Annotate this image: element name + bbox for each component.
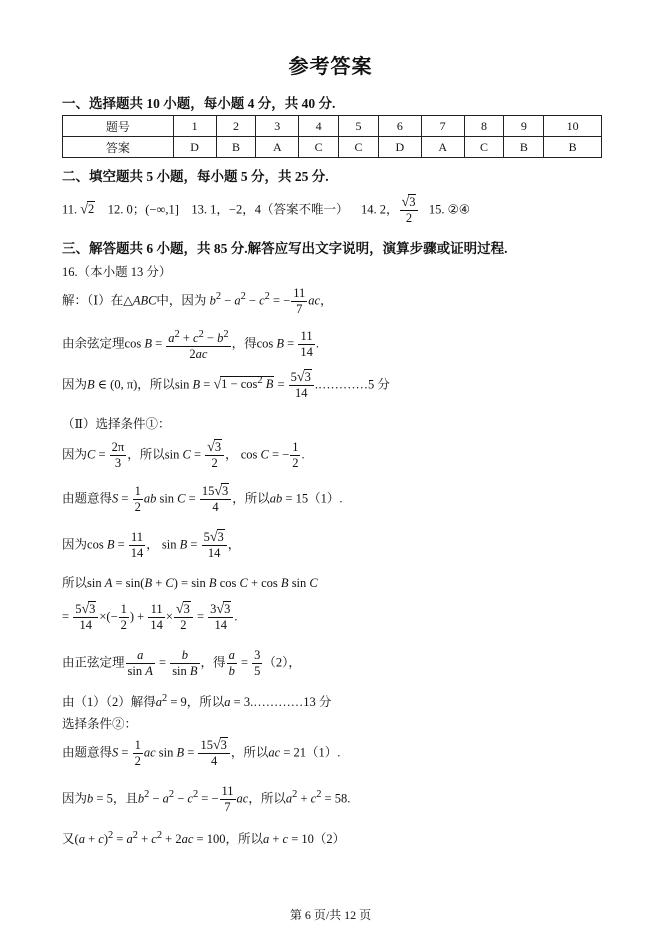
table-cell: B [504, 137, 544, 158]
table-cell: C [339, 137, 379, 158]
section3-heading: 三、解答题共 6 小题，共 85 分.解答应写出文字说明，演算步骤或证明过程. [62, 241, 508, 256]
section2-heading: 二、填空题共 5 小题，每小题 5 分，共 25 分. [62, 169, 329, 184]
table-cell: 2 [216, 116, 256, 137]
table-row [63, 116, 602, 137]
page-title: 参考答案 [288, 56, 373, 78]
table-cell: 4 [299, 116, 339, 137]
table-cell: 题号 [63, 116, 174, 137]
table-cell: 10 [544, 116, 602, 137]
solution-line: 因为b = 5，且$b^2 - a^2 - c^2$ = − $\frac{11}{7}$ ac，所以$a^2 + c^2 = 58$. [62, 784, 351, 814]
table-cell: C [464, 137, 504, 158]
table-cell: 6 [378, 116, 421, 137]
solution-line: 由题意得S = $\frac{1}{2}$ ab sin C = $\frac{15√3}{4}$ ，所以ab = 15（1）. [62, 484, 343, 514]
solution-line: 因为cos B = $\frac{11}{14}$ ， sin B = $\frac{5√3}{14}$ ， [62, 530, 241, 560]
solution-line: = $\frac{5√3}{14}$ ×(− $\frac{1}{2}$ ) + $\frac{11}{14}$ × $\frac{√3}{2}$ = $\frac{3√3}{14}$ . [62, 602, 238, 632]
table-cell: B [216, 137, 256, 158]
answer-table [62, 115, 602, 158]
solution-line: 解：（Ⅰ）在△ABC中，因为 $b^2 - a^2 - c^2$ = − $\frac{11}{7}$ ac， [62, 286, 333, 316]
solution-line: 由正弦定理 $\frac{a}{\text{sin A}}$ = $\frac{b}{\text{sin B}}$ ，得 $\frac{a}{b}$ = $\frac{3}{5}$ （2）， [62, 648, 301, 678]
solution-line: 又$(a + c)^2 = a^2 + c^2 + 2ac = 100$，所以a + c = 10（2） [62, 829, 346, 846]
table-cell: 5 [339, 116, 379, 137]
choice1-heading: （Ⅱ）选择条件①： [62, 417, 171, 431]
table-cell: 7 [421, 116, 464, 137]
solution-line: 由题意得S = $\frac{1}{2}$ ac sin B = $\frac{15√3}{4}$ ，所以ac = 21（1）. [62, 738, 341, 768]
table-row [63, 137, 602, 158]
table-cell: 1 [173, 116, 216, 137]
table-cell: B [544, 137, 602, 158]
choice2-heading: 选择条件②： [62, 717, 138, 731]
table-cell: A [256, 137, 299, 158]
table-cell: D [173, 137, 216, 158]
solution-line: 因为B ∈ (0, π)，所以$\sin B = √1 - \cos^2 B$ = $\frac{5√3}{14}$ .…………5 分 [62, 370, 390, 400]
solution-line: 所以sin A = sin(B + C) = sin B cos C + cos B sin C [62, 576, 318, 590]
table-cell: A [421, 137, 464, 158]
table-cell: C [299, 137, 339, 158]
solution-line: 由（1）（2）解得$a^2 = 9$，所以a = 3.…………13 分 [62, 692, 332, 709]
q16-title: 16.（本小题 13 分） [62, 265, 172, 279]
section1-heading: 一、选择题共 10 小题，每小题 4 分，共 40 分. [62, 96, 336, 111]
fill-in-answers: 11. √2 12. 0；(−∞,1] 13. 1，−2，4（答案不唯一） 14. 2， $\frac{√3}{2}$ 15. ②④ [62, 195, 470, 225]
table-cell: 3 [256, 116, 299, 137]
table-cell: 答案 [63, 137, 174, 158]
solution-line: 由余弦定理cos B = $\frac{a^2 + c^2 - b^2}{2ac}$ ，得cos B = $\frac{11}{14}$ . [62, 329, 319, 362]
table-cell: 9 [504, 116, 544, 137]
table-cell: D [378, 137, 421, 158]
solution-line: 因为C = $\frac{2\pi}{3}$ ，所以sin C = $\frac{√3}{2}$ ， cos C = − $\frac{1}{2}$ . [62, 440, 305, 470]
page-footer: 第 6 页/共 12 页 [289, 908, 372, 922]
table-cell: 8 [464, 116, 504, 137]
